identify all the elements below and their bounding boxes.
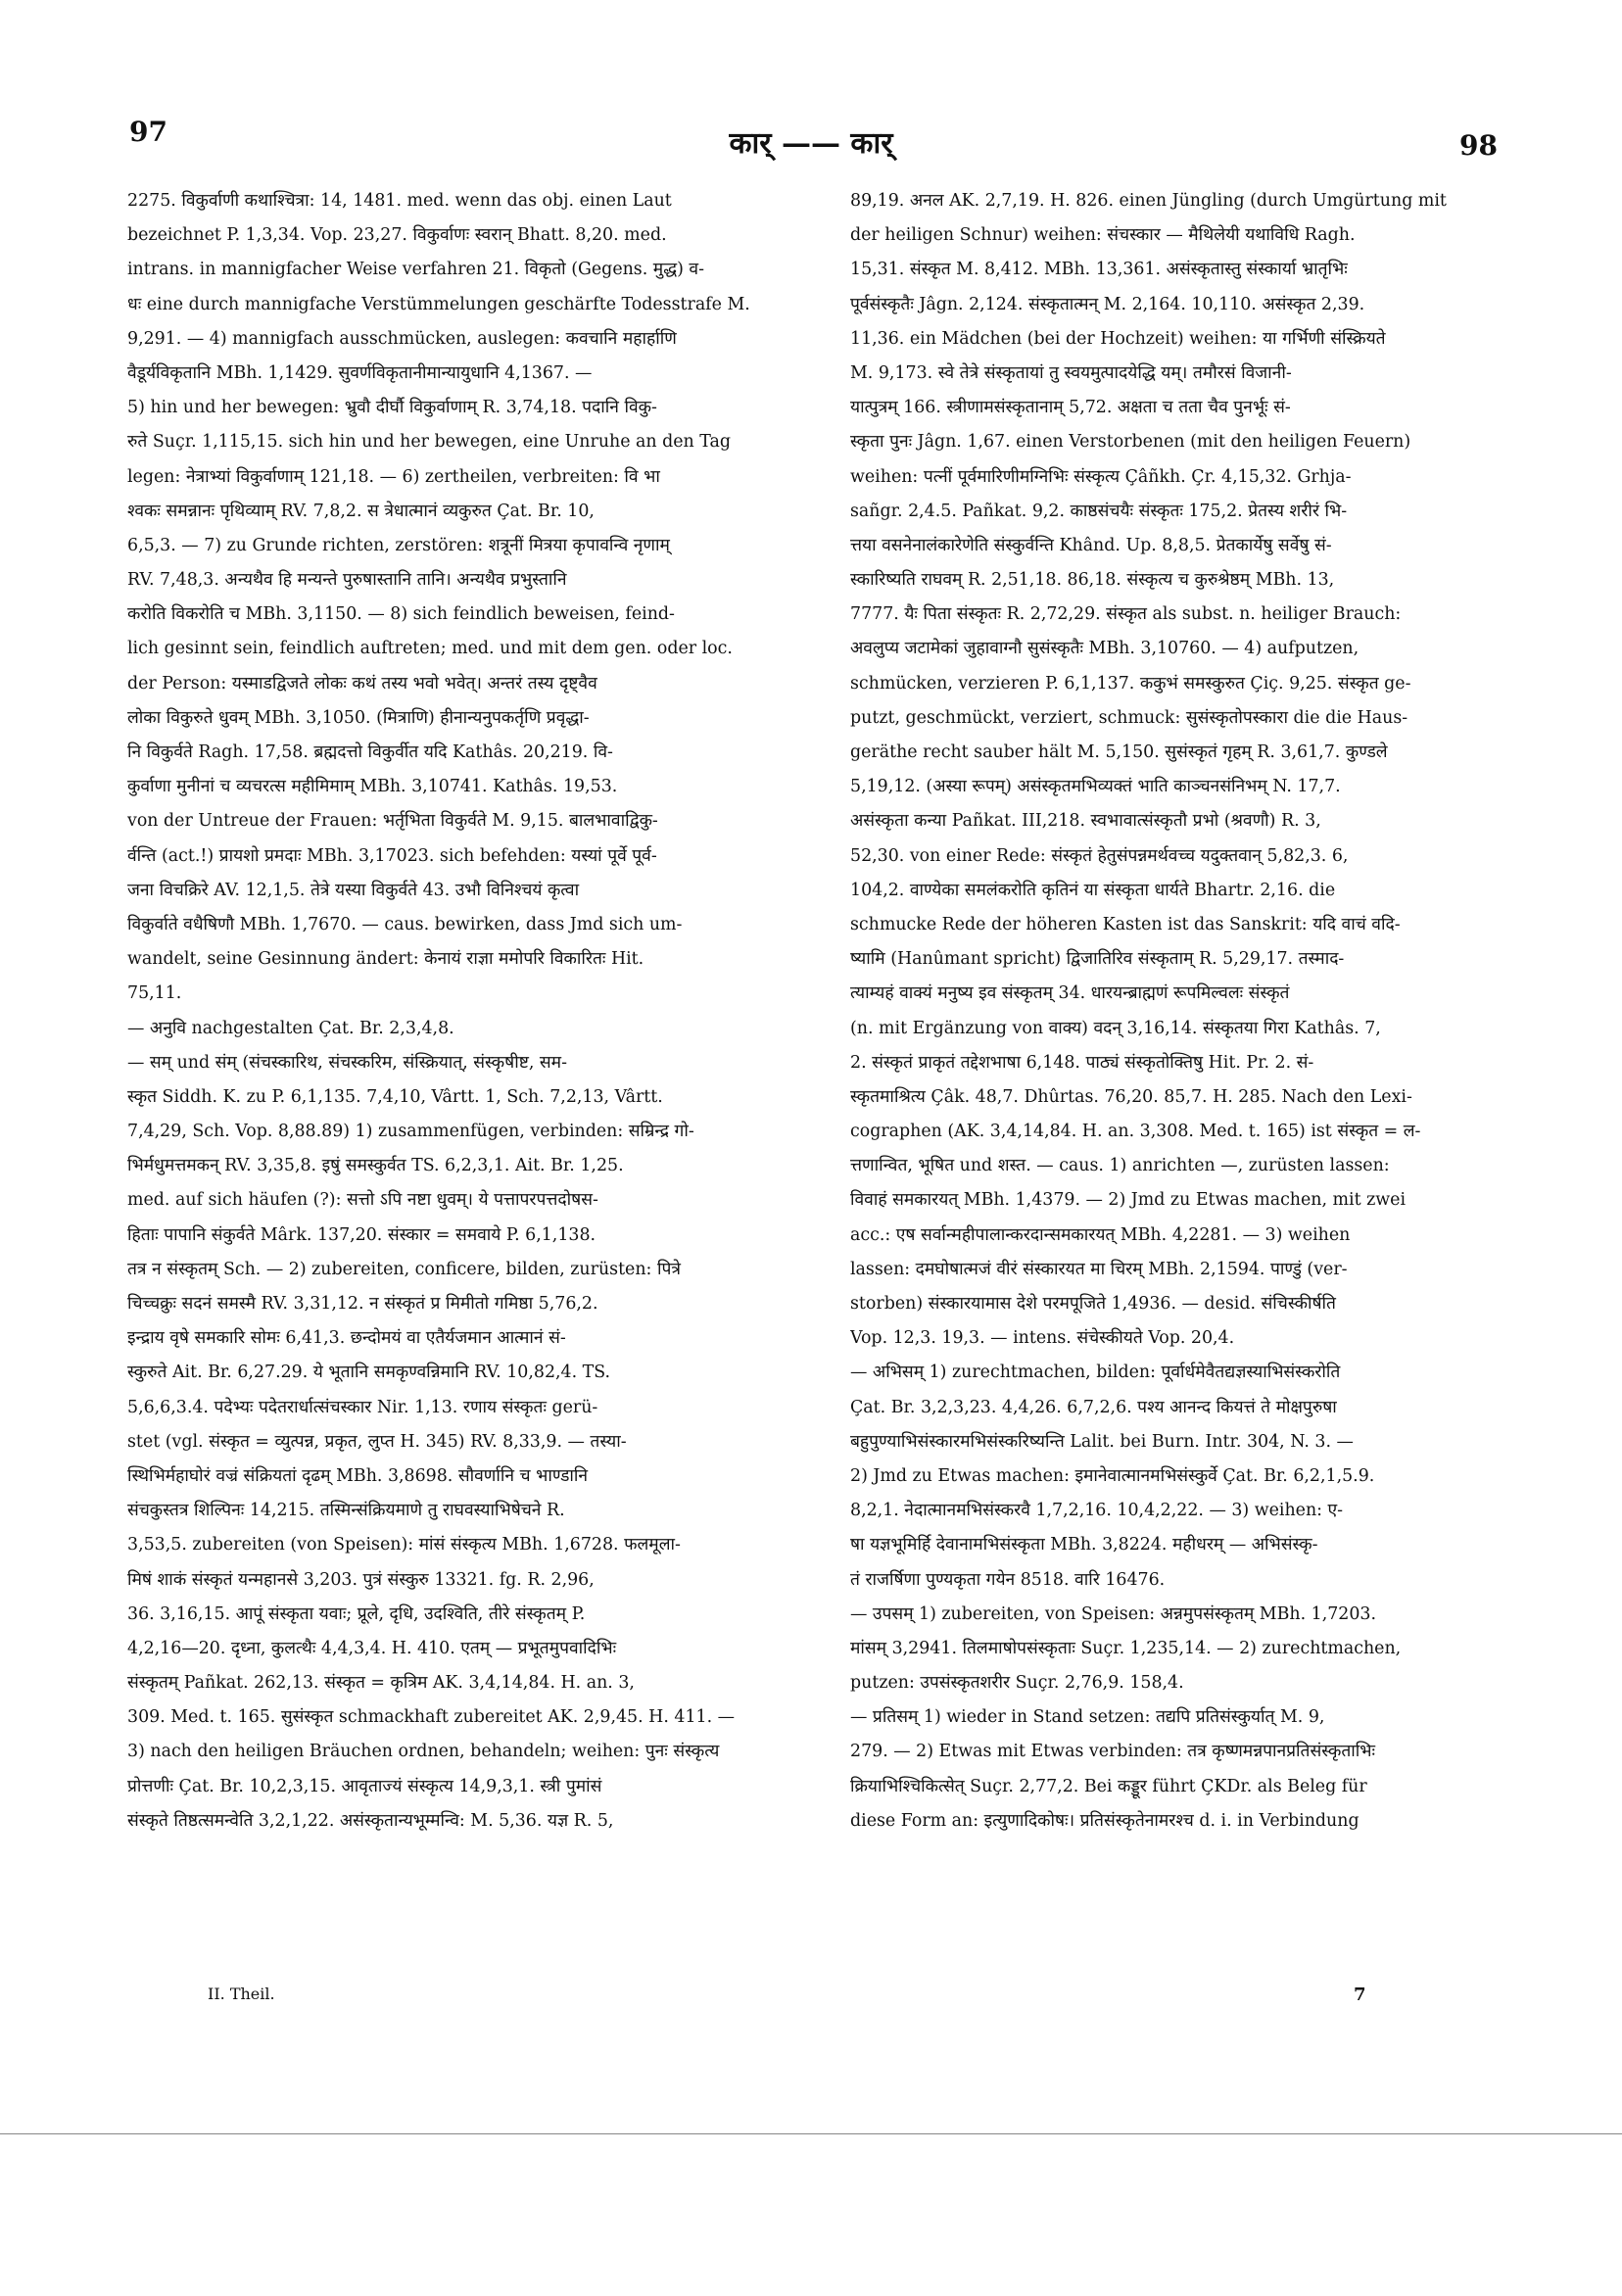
text-line: संचकुस्तत्र शिल्पिनः 14,215. तस्मिन्संक्रियमाणे तु राघवस्याभिषेचने R. bbox=[127, 1501, 565, 1521]
text-line: acc.: एष सर्वान्महीपालान्करदान्समकारयत् MBh. 4,2281. — 3) weihen bbox=[850, 1224, 1351, 1245]
text-line: स्कृतमाश्रित्य Çâk. 48,7. Dhûrtas. 76,20. 85,7. H. 285. Nach den Lexi- bbox=[850, 1086, 1412, 1107]
page-number-right: 98 bbox=[1459, 129, 1498, 162]
text-line: स्कारिष्यति राघवम् R. 2,51,18. 86,18. संस्कृत्य च कुरुश्रेष्ठम् MBh. 13, bbox=[850, 570, 1335, 591]
text-line: der heiligen Schnur) weihen: संचस्कार — मैथिलेयी यथाविधि Ragh. bbox=[850, 225, 1356, 246]
text-line: storben) संस्कारयामास देशे परमपूजिते 1,4936. — desid. संचिस्कीर्षति bbox=[850, 1294, 1336, 1314]
text-line: 2) Jmd zu Etwas machen: इमानेवात्मानमभिसंस्कुर्वे Çat. Br. 6,2,1,5.9. bbox=[850, 1465, 1375, 1486]
text-line: यात्पुत्रम् 166. स्त्रीणामसंस्कृतानाम् 5,72. अक्षता च तता चैव पुनर्भूः सं- bbox=[850, 398, 1291, 418]
left-column bbox=[127, 184, 833, 1839]
text-line: M. 9,173. स्वे तेत्रे संस्कृतायां तु स्वयमुत्पादयेद्धि यम्। तमौरसं विजानी- bbox=[850, 362, 1292, 383]
text-line: 89,19. अनल AK. 2,7,19. H. 826. einen Jüngling (durch Umgürtung mit bbox=[850, 191, 1447, 211]
text-line: बहुपुण्याभिसंस्कारमभिसंस्करिष्यन्ति Lalit. bei Burn. Intr. 304, N. 3. — bbox=[850, 1431, 1354, 1452]
text-line: weihen: पत्नीं पूर्वमारिणीमग्निभिः संस्कृत्य Çâñkh. Çr. 4,15,32. Grhja- bbox=[850, 466, 1352, 487]
text-line: med. auf sich häufen (?): सत्तो ऽपि नष्टा धुवम्। ये पत्तापरपत्तदोषस- bbox=[127, 1190, 598, 1211]
text-line: Vop. 12,3. 19,3. — intens. संचेस्कीयते Vop. 20,4. bbox=[850, 1328, 1235, 1349]
footer-signature: 7 bbox=[1354, 1985, 1366, 2005]
text-line: 2275. विकुर्वाणी कथाश्चित्रा: 14, 1481. med. wenn das obj. einen Laut bbox=[127, 191, 672, 211]
text-line: असंस्कृता कन्या Pañkat. III,218. स्वभावात्संस्कृतौ प्रभो (श्रवणौ) R. 3, bbox=[850, 811, 1321, 832]
text-line: धः eine durch mannigfache Verstümmelungen geschärfte Todesstrafe M. bbox=[127, 294, 750, 314]
text-line: वैडूर्यविकृतानि MBh. 1,1429. सुवर्णविकृतानीमान्यायुधानि 4,1367. — bbox=[127, 362, 593, 383]
text-line: स्कृत Siddh. K. zu P. 6,1,135. 7,4,10, Vârtt. 1, Sch. 7,2,13, Vârtt. bbox=[127, 1086, 663, 1107]
text-line: मिषं शाकं संस्कृतं यन्महानसे 3,203. पुत्रं संस्कुरु 13321. fg. R. 2,96, bbox=[127, 1569, 595, 1590]
text-line: विवाहं समकारयत् MBh. 1,4379. — 2) Jmd zu Etwas machen, mit zwei bbox=[850, 1190, 1407, 1211]
text-line: अवलुप्य जटामेकां जुहावाग्नौ सुसंस्कृतैः MBh. 3,10760. — 4) aufputzen, bbox=[850, 639, 1360, 659]
text-line: cographen (AK. 3,4,14,84. H. an. 3,308. Med. t. 165) ist संस्कृत = ल- bbox=[850, 1122, 1421, 1142]
text-line: संस्कृतम् Pañkat. 262,13. संस्कृत = कृत्रिम AK. 3,4,14,84. H. an. 3, bbox=[127, 1673, 635, 1694]
text-line: षा यज्ञभूमिर्हि देवानामभिसंस्कृता MBh. 3,8224. महीधरम् — अभिसंस्कृ- bbox=[850, 1535, 1318, 1555]
text-line: der Person: यस्माडद्विजते लोकः कथं तस्य भवो भवेत्। अन्तरं तस्य दृष्ट्वैव bbox=[127, 673, 597, 694]
text-line: wandelt, seine Gesinnung ändert: केनायं राज्ञा ममोपरि विकारितः Hit. bbox=[127, 949, 644, 970]
text-line: 9,291. — 4) mannigfach ausschmücken, auslegen: कवचानि महार्हाणि bbox=[127, 328, 677, 349]
footer-volume: II. Theil. bbox=[208, 1985, 275, 2003]
text-line: bezeichnet P. 1,3,34. Vop. 23,27. विकुर्वाणः स्वरान् Bhatt. 8,20. med. bbox=[127, 225, 667, 246]
text-line: stet (vgl. संस्कृत = व्युत्पन्न, प्रकृत, लुप्त H. 345) RV. 8,33,9. — तस्या- bbox=[127, 1431, 627, 1452]
text-line: 36. 3,16,15. आपूं संस्कृता यवाः; प्रूले, दृधि, उदश्विति, तीरे संस्कृतम् P. bbox=[127, 1603, 586, 1624]
text-line: स्थिभिर्महाघोरं वज्रं संक्रियतां दृढम् MBh. 3,8698. सौवर्णानि च भाण्डानि bbox=[127, 1465, 589, 1486]
text-line: intrans. in mannigfacher Weise verfahren 21. विकृतो (Gegens. मुद्ध) व- bbox=[127, 260, 704, 280]
text-line: मांसम् 3,2941. तिलमाषोपसंस्कृताः Suçr. 1,235,14. — 2) zurechtmachen, bbox=[850, 1638, 1402, 1658]
bottom-rule bbox=[0, 2133, 1622, 2134]
text-line: 15,31. संस्कृत M. 8,412. MBh. 13,361. असंस्कृतास्तु संस्कार्या भ्रातृभिः bbox=[850, 260, 1348, 280]
text-line: lassen: दमघोषात्मजं वीरं संस्कारयत मा चिरम् MBh. 2,1594. पाण्डुं (ver- bbox=[850, 1259, 1348, 1279]
text-line: 279. — 2) Etwas mit Etwas verbinden: तत्र कृष्णमन्नपानप्रतिसंस्कृताभिः bbox=[850, 1742, 1375, 1762]
text-line: — प्रतिसम् 1) wieder in Stand setzen: तद्यपि प्रतिसंस्कुर्यात् M. 9, bbox=[850, 1707, 1325, 1728]
text-line: — अभिसम् 1) zurechtmachen, bilden: पूर्वार्धमेवैतद्यज्ञस्याभिसंस्करोति bbox=[850, 1363, 1341, 1383]
text-line: तं राजर्षिणा पुण्यकृता गयेन 8518. वारि 16476. bbox=[850, 1569, 1166, 1590]
text-line: तत्र न संस्कृतम् Sch. — 2) zubereiten, conficere, bilden, zurüsten: पित्रे bbox=[127, 1259, 681, 1279]
text-line: श्वकः समन्नानः पृथिव्याम् RV. 7,8,2. स त्रेधात्मानं व्यकुरुत Çat. Br. 10, bbox=[127, 501, 595, 521]
text-line: lich gesinnt sein, feindlich auftreten; med. und mit dem gen. oder loc. bbox=[127, 639, 733, 659]
text-line: schmucke Rede der höheren Kasten ist das Sanskrit: यदि वाचं वदि- bbox=[850, 914, 1401, 934]
text-line: putzt, geschmückt, verziert, schmuck: सुसंस्कृतोपस्कारा die die Haus- bbox=[850, 707, 1408, 728]
text-line: ष्यामि (Hanûmant spricht) द्विजातिरिव संस्कृताम् R. 5,29,17. तस्माद- bbox=[850, 949, 1345, 970]
text-line: 75,11. bbox=[127, 983, 182, 1004]
text-line: त्याम्यहं वाक्यं मनुष्य इव संस्कृतम् 34. धारयन्ब्राह्मणं रूपमिल्वलः संस्कृतं bbox=[850, 983, 1290, 1004]
text-line: sañgr. 2,4.5. Pañkat. 9,2. काष्ठसंचयैः संस्कृतः 175,2. प्रेतस्य शरीरं भि- bbox=[850, 501, 1348, 521]
text-line: भिर्मधुमत्तमकन् RV. 3,35,8. इषुं समस्कुर्वत TS. 6,2,3,1. Ait. Br. 1,25. bbox=[127, 1156, 624, 1176]
text-line: 52,30. von einer Rede: संस्कृतं हेतुसंपन्नमर्थवच्च यदुक्तवान् 5,82,3. 6, bbox=[850, 845, 1349, 866]
text-line: र्वन्ति (act.!) प्रायशो प्रमदाः MBh. 3,17023. sich befehden: यस्यां पूर्वे पूर्व- bbox=[127, 845, 657, 866]
text-line: प्रोत्तणीः Çat. Br. 10,2,3,15. आवृताज्यं संस्कृत्य 14,9,3,1. स्त्री पुमांसं bbox=[127, 1776, 602, 1796]
text-line: संस्कृते तिष्ठत्समन्वेति 3,2,1,22. असंस्कृतान्यभूम्मन्वि: M. 5,36. यज्ञ R. 5, bbox=[127, 1810, 614, 1831]
text-line: त्तया वसनेनालंकारेणेति संस्कुर्वन्ति Khând. Up. 8,8,5. प्रेतकार्येषु सर्वेषु सं- bbox=[850, 535, 1332, 555]
text-line: 7777. यैः पिता संस्कृतः R. 2,72,29. संस्कृत als subst. n. heiliger Brauch: bbox=[850, 604, 1402, 625]
text-line: diese Form an: इत्युणादिकोषः। प्रतिसंस्कृतेनामरश्च d. i. in Verbindung bbox=[850, 1810, 1360, 1831]
right-column bbox=[850, 184, 1555, 1839]
text-line: 3,53,5. zubereiten (von Speisen): मांसं संस्कृत्य MBh. 1,6728. फलमूला- bbox=[127, 1535, 681, 1555]
text-line: Çat. Br. 3,2,3,23. 4,4,26. 6,7,2,6. पश्य आनन्द कियत्तं ते मोक्षपुरुषा bbox=[850, 1397, 1337, 1417]
text-line: 104,2. वाण्येका समलंकरोति कृतिनं या संस्कृता धार्यते Bhartr. 2,16. die bbox=[850, 880, 1336, 900]
text-line: RV. 7,48,3. अन्यथैव हि मन्यन्ते पुरुषास्तानि तानि। अन्यथैव प्रभुस्तानि bbox=[127, 570, 567, 591]
text-line: von der Untreue der Frauen: भर्तृभिता विकुर्वते M. 9,15. बालभावाद्विकु- bbox=[127, 811, 658, 832]
text-line: पूर्वसंस्कृतैः Jâgn. 2,124. संस्कृतात्मन् M. 2,164. 10,110. असंस्कृत 2,39. bbox=[850, 294, 1365, 314]
text-line: legen: नेत्राभ्यां विकुर्वाणाम् 121,18. — 6) zertheilen, verbreiten: वि भा bbox=[127, 466, 660, 487]
text-line: कुर्वाणा मुनीनां च व्यचरत्स महीमिमाम् MBh. 3,10741. Kathâs. 19,53. bbox=[127, 777, 618, 797]
text-line: क्रियाभिश्चिकित्सेत् Suçr. 2,77,2. Bei कड्डूर führt ÇKDr. als Beleg für bbox=[850, 1776, 1367, 1796]
text-line: 2. संस्कृतं प्राकृतं तद्देशभाषा 6,148. पाठ्यं संस्कृतोक्तिषु Hit. Pr. 2. सं- bbox=[850, 1052, 1314, 1073]
text-line: 6,5,3. — 7) zu Grunde richten, zerstören: शत्रूनीं मित्रया कृपावन्वि नृणाम् bbox=[127, 535, 670, 555]
text-line: नि विकुर्वते Ragh. 17,58. ब्रह्मदत्तो विकुर्वीत यदि Kathâs. 20,219. वि- bbox=[127, 742, 613, 762]
text-line: 5) hin und her bewegen: भ्रुवौ दीर्घौ विकुर्वाणाम् R. 3,74,18. पदानि विकु- bbox=[127, 398, 657, 418]
text-line: स्कृता पुनः Jâgn. 1,67. einen Verstorbenen (mit den heiligen Feuern) bbox=[850, 432, 1411, 453]
text-line: — सम् und संम् (संचस्कारिथ, संचस्करिम, संस्क्रियात्, संस्कृषीष्ट, सम- bbox=[127, 1052, 567, 1073]
text-line: 11,36. ein Mädchen (bei der Hochzeit) weihen: या गर्भिणी संस्क्रियते bbox=[850, 328, 1386, 349]
running-head: कार् —— कार् bbox=[729, 126, 893, 161]
text-line: 4,2,16—20. दृध्ना, कुलत्थैः 4,4,3,4. H. 410. एतम् — प्रभूतमुपवादिभिः bbox=[127, 1638, 617, 1658]
text-line: त्तणान्वित, भूषित und शस्त. — caus. 1) anrichten —, zurüsten lassen: bbox=[850, 1156, 1390, 1176]
text-line: — अनुवि nachgestalten Çat. Br. 2,3,4,8. bbox=[127, 1018, 454, 1038]
text-line: जना विचक्रिरे AV. 12,1,5. तेत्रे यस्या विकुर्वते 43. उभौ विनिश्चयं कृत्वा bbox=[127, 880, 580, 900]
text-line: schmücken, verzieren P. 6,1,137. ककुभं समस्कुरुत Çiç. 9,25. संस्कृत ge- bbox=[850, 673, 1411, 694]
text-line: 8,2,1. नेदात्मानमभिसंस्करवै 1,7,2,16. 10,4,2,22. — 3) weihen: ए- bbox=[850, 1501, 1344, 1521]
text-line: लोका विकुरुते धुवम् MBh. 3,1050. (मित्राणि) हीनान्यनुपकर्तृणि प्रवृद्धा- bbox=[127, 707, 590, 728]
text-line: रुते Suçr. 1,115,15. sich hin und her bewegen, eine Unruhe an den Tag bbox=[127, 432, 732, 453]
text-line: इन्द्राय वृषे समकारि सोमः 6,41,3. छन्दोमयं वा एतैर्यजमान आत्मानं सं- bbox=[127, 1328, 566, 1349]
text-line: 3) nach den heiligen Bräuchen ordnen, behandeln; weihen: पुनः संस्कृत्य bbox=[127, 1742, 720, 1762]
text-line: — उपसम् 1) zubereiten, von Speisen: अन्नमुपसंस्कृतम् MBh. 1,7203. bbox=[850, 1603, 1377, 1624]
text-line: विकुर्वाते वधैषिणौ MBh. 1,7670. — caus. bewirken, dass Jmd sich um- bbox=[127, 914, 683, 934]
text-line: 309. Med. t. 165. सुसंस्कृत schmackhaft zubereitet AK. 2,9,45. H. 411. — bbox=[127, 1707, 736, 1728]
page-number-left: 97 bbox=[129, 116, 167, 148]
text-line: स्कुरुते Ait. Br. 6,27.29. ये भूतानि समकृण्वन्निमानि RV. 10,82,4. TS. bbox=[127, 1363, 611, 1383]
text-line: putzen: उपसंस्कृतशरीर Suçr. 2,76,9. 158,4. bbox=[850, 1673, 1184, 1694]
text-line: चिच्चक्रुः सदनं समस्मै RV. 3,31,12. न संस्कृतं प्र मिमीतो गमिष्ठा 5,76,2. bbox=[127, 1294, 598, 1314]
text-line: 7,4,29, Sch. Vop. 8,88.89) 1) zusammenfügen, verbinden: सम्रिन्द्र गो- bbox=[127, 1122, 694, 1142]
text-line: 5,19,12. (अस्या रूपम्) असंस्कृतमभिव्यक्तं भाति काञ्चनसंनिभम् N. 17,7. bbox=[850, 777, 1341, 797]
text-line: geräthe recht sauber hält M. 5,150. सुसंस्कृतं गृहम् R. 3,61,7. कुण्डले bbox=[850, 742, 1388, 762]
text-line: करोति विकरोति च MBh. 3,1150. — 8) sich feindlich beweisen, feind- bbox=[127, 604, 675, 625]
text-line: 5,6,6,3.4. पदेभ्यः पदेतरार्धात्संचस्कार Nir. 1,13. रणाय संस्कृतः gerü- bbox=[127, 1397, 598, 1417]
text-line: हिताः पापानि संकुर्वते Mârk. 137,20. संस्कार = समवाये P. 6,1,138. bbox=[127, 1224, 596, 1245]
text-line: (n. mit Ergänzung von वाक्य) वदन् 3,16,14. संस्कृतया गिरा Kathâs. 7, bbox=[850, 1018, 1381, 1038]
